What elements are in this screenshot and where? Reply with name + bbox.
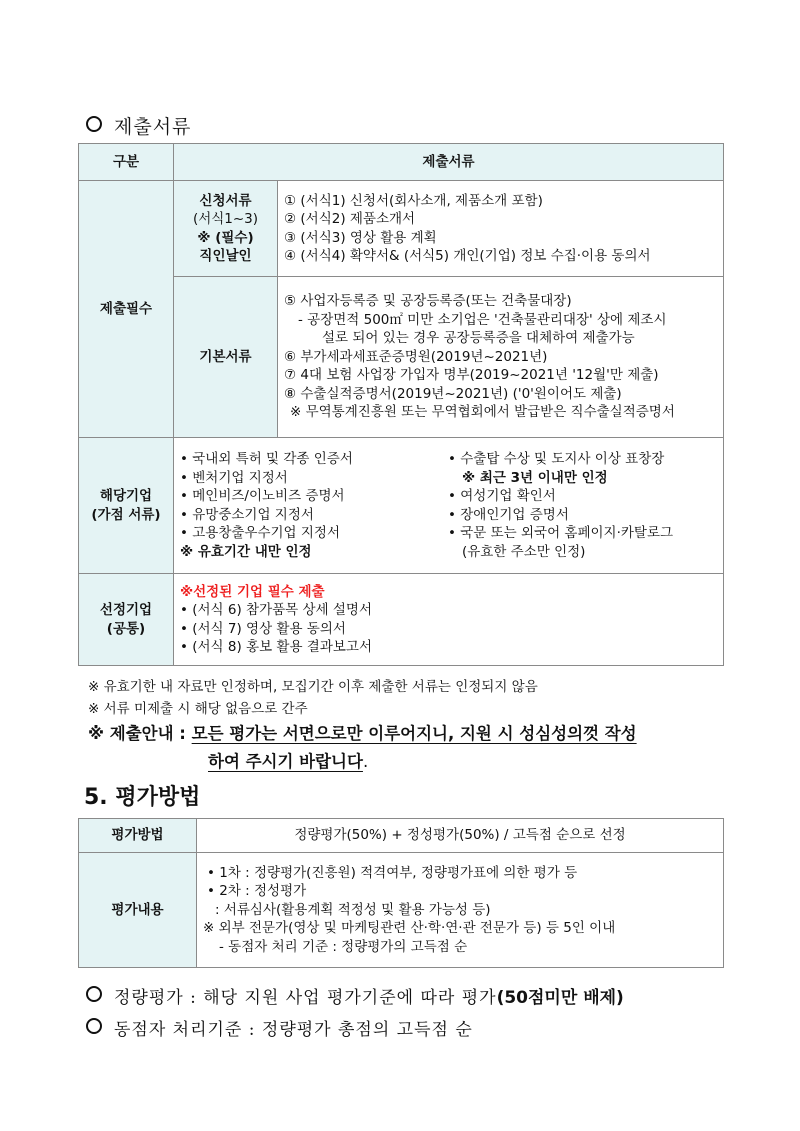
list-item: : 서류심사(활용계획 적정성 및 활용 가능성 등): [215, 901, 491, 918]
required-group-label: 제출필수: [79, 181, 174, 438]
application-docs-label: 신청서류 (서식1~3) ※ (필수) 직인날인: [174, 181, 278, 277]
table-row: [79, 574, 724, 666]
submission-docs-table: [78, 143, 724, 666]
list-item: • 장애인기업 증명서: [448, 506, 569, 523]
table-row: [79, 438, 724, 574]
table-row: [79, 277, 724, 438]
header-documents: 제출서류: [174, 144, 724, 181]
header-category: 구분: [79, 144, 174, 181]
recent-note: ※ 최근 3년 이내만 인정: [462, 469, 608, 486]
submission-heading: 제출서류: [86, 112, 191, 139]
method-value: 정량평가(50%) + 정성평가(50%) / 고득점 순으로 선정: [197, 819, 724, 853]
list-item: ② (서식2) 제품소개서: [284, 211, 416, 227]
selected-docs-list: [174, 574, 724, 666]
list-item: - 동점자 처리 기준 : 정량평가의 고득점 순: [219, 938, 468, 955]
list-item: ⑦ 4대 보험 사업장 가입자 명부(2019~2021년 '12월'만 제출): [284, 367, 659, 384]
list-item: • (서식 8) 홍보 활용 결과보고서: [180, 639, 372, 655]
content-label: 평가내용: [79, 853, 197, 968]
bonus-docs-list: [174, 438, 724, 574]
list-item: ④ (서식4) 확약서& (서식5) 개인(기업) 정보 수집·이용 동의서: [284, 248, 651, 264]
evaluation-section-title: 5. 평가방법: [84, 785, 201, 810]
circle-bullet-icon: [86, 986, 102, 1002]
list-item: • 국문 또는 외국어 홈페이지·카탈로그: [448, 525, 674, 541]
circle-bullet-icon: [86, 1018, 102, 1034]
method-label: 평가방법: [79, 819, 197, 853]
list-item: • 메인비즈/이노비즈 증명서: [180, 488, 345, 504]
list-item: ① (서식1) 신청서(회사소개, 제품소개 포함): [284, 192, 543, 209]
evaluation-bullets: [86, 982, 624, 1046]
list-item: ③ (서식3) 영상 활용 계획: [284, 229, 437, 246]
table-header-row: [79, 144, 724, 181]
list-item: • 여성기업 확인서: [448, 488, 556, 504]
list-item: ⑤ 사업자등록증 및 공장등록증(또는 건축물대장): [284, 293, 572, 310]
submission-guide-continued: 하여 주시기 바랍니다.: [208, 752, 369, 771]
list-item: • 국내외 특허 및 각종 인증서: [180, 451, 353, 467]
application-docs-list: [278, 181, 724, 277]
evaluation-table: [78, 818, 724, 968]
list-item: • 유망중소기업 지정서: [180, 506, 314, 523]
list-item: • 1차 : 정량평가(진흥원) 적격여부, 정량평가표에 의한 평가 등: [207, 864, 578, 881]
basic-docs-label: 기본서류: [174, 277, 278, 438]
required-warning: ※선정된 기업 필수 제출: [180, 583, 325, 600]
note-line: ※ 유효기한 내 자료만 인정하며, 모집기간 이후 제출한 서류는 인정되지 않음: [88, 679, 538, 695]
list-item: • 고용창출우수기업 지정서: [180, 525, 340, 541]
submission-notes: [88, 676, 637, 776]
circle-bullet-icon: [86, 116, 102, 132]
table-row: [79, 853, 724, 968]
bonus-docs-label: 해당기업 (가점 서류): [79, 438, 174, 574]
submission-guide: ※ 제출안내 : 모든 평가는 서면으로만 이루어지니, 지원 시 성심성의껏 작성: [88, 724, 637, 743]
list-item: ※ 무역통계진흥원 또는 무역협회에서 발급받은 직수출실적증명서: [290, 404, 675, 421]
list-item: • 벤처기업 지정서: [180, 469, 288, 486]
list-item: • (서식 7) 영상 활용 동의서: [180, 620, 346, 637]
table-row: [79, 181, 724, 277]
bullet-line: 동점자 처리기준 : 정량평가 총점의 고득점 순: [86, 1014, 624, 1046]
note-line: ※ 서류 미제출 시 해당 없음으로 간주: [88, 701, 308, 717]
selected-docs-label: 선정기업 (공통): [79, 574, 174, 666]
list-item: • (서식 6) 참가품목 상세 설명서: [180, 602, 372, 618]
url-note: (유효한 주소만 인정): [462, 543, 586, 560]
bonus-docs-right-column: [448, 450, 715, 561]
table-row: [79, 819, 724, 853]
list-item: 설로 되어 있는 경우 공장등록증을 대체하여 제출가능: [322, 330, 635, 347]
list-item: - 공장면적 500㎡ 미만 소기업은 '건축물관리대장' 상에 제조시: [298, 311, 667, 328]
list-item: ⑧ 수출실적증명서(2019년~2021년) ('0'원이어도 제출): [284, 385, 622, 402]
list-item: • 수출탑 수상 및 도지사 이상 표창장: [448, 451, 665, 467]
validity-note: ※ 유효기간 내만 인정: [180, 543, 312, 560]
list-item: ※ 외부 전문가(영상 및 마케팅관련 산·학·연·관 전문가 등) 등 5인 이내: [203, 920, 616, 937]
list-item: ⑥ 부가세과세표준증명원(2019년~2021년): [284, 348, 548, 365]
basic-docs-list: [278, 277, 724, 438]
bullet-line: 정량평가 : 해당 지원 사업 평가기준에 따라 평가(50점미만 배제): [86, 982, 624, 1014]
list-item: • 2차 : 정성평가: [207, 883, 307, 900]
bonus-docs-left-column: [180, 450, 448, 561]
content-list: [197, 853, 724, 968]
